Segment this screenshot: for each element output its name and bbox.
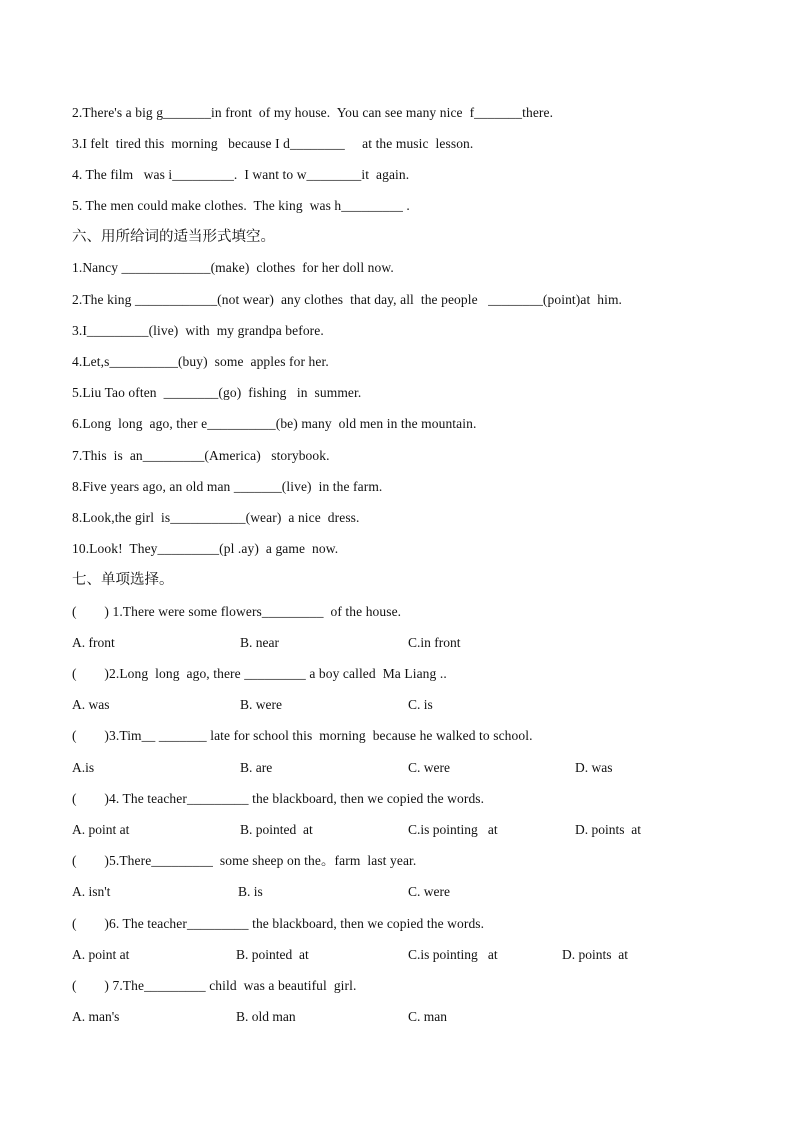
s6-item-10: 10.Look! They_________(pl .ay) a game now. [72, 541, 339, 556]
q3-option-c: C. were [408, 760, 450, 775]
q5-option-c: C. were [408, 884, 450, 899]
q3-option-d: D. was [575, 760, 613, 775]
s6-item-1: 1.Nancy _____________(make) clothes for her doll now. [72, 260, 394, 275]
s5-line-3: 3.I felt tired this morning because I d________ at the music lesson. [72, 136, 474, 151]
s5-line-2: 2.There's a big g_______in front of my house. You can see many nice f_______there. [72, 105, 554, 120]
q2-option-c: C. is [408, 697, 433, 712]
q1-option-b: B. near [240, 635, 279, 650]
q1-option-c: C.in front [408, 635, 461, 650]
q6-option-a: A. point at [72, 947, 130, 962]
q7-option-c: C. man [408, 1009, 447, 1024]
q4-option-d: D. points at [575, 822, 641, 837]
q4-option-a: A. point at [72, 822, 130, 837]
q3-stem: ( )3.Tim__ _______ late for school this morning because he walked to school. [72, 728, 533, 743]
q5-stem: ( )5.There_________ some sheep on the。farm last year. [72, 853, 417, 868]
q2-option-b: B. were [240, 697, 282, 712]
s6-item-8: 8.Five years ago, an old man _______(live) in the farm. [72, 479, 383, 494]
q7-option-b: B. old man [236, 1009, 296, 1024]
s6-item-5: 5.Liu Tao often ________(go) fishing in summer. [72, 385, 362, 400]
q6-stem: ( )6. The teacher_________ the blackboard, then we copied the words. [72, 916, 485, 931]
s6-item-2: 2.The king ____________(not wear) any clothes that day, all the people ________(point)at him. [72, 292, 623, 307]
q3-option-a: A.is [72, 760, 95, 775]
section7-heading: 七、单项选择。 [72, 572, 174, 588]
q5-option-b: B. is [238, 884, 263, 899]
q2-stem: ( )2.Long long ago, there _________ a boy called Ma Liang .. [72, 666, 447, 681]
s6-item-4: 4.Let,s__________(buy) some apples for her. [72, 354, 329, 369]
q2-option-a: A. was [72, 697, 110, 712]
q5-option-a: A. isn't [72, 884, 111, 899]
q7-stem: ( ) 7.The_________ child was a beautiful girl. [72, 978, 357, 993]
s5-line-4: 4. The film was i_________. I want to w________it again. [72, 167, 410, 182]
q6-option-b: B. pointed at [236, 947, 309, 962]
q6-option-c: C.is pointing at [408, 947, 498, 962]
q1-stem: ( ) 1.There were some flowers_________ of the house. [72, 604, 402, 619]
s6-item-7: 7.This is an_________(America) storybook. [72, 448, 330, 463]
q3-option-b: B. are [240, 760, 273, 775]
q4-option-b: B. pointed at [240, 822, 313, 837]
q6-option-d: D. points at [562, 947, 628, 962]
s6-item-6: 6.Long long ago, ther e__________(be) many old men in the mountain. [72, 416, 477, 431]
section6-heading: 六、用所给词的适当形式填空。 [72, 229, 275, 245]
q1-option-a: A. front [72, 635, 115, 650]
q4-option-c: C.is pointing at [408, 822, 498, 837]
s5-line-5: 5. The men could make clothes. The king was h_________ . [72, 198, 410, 213]
s6-item-3: 3.I_________(live) with my grandpa before. [72, 323, 324, 338]
q4-stem: ( )4. The teacher_________ the blackboard, then we copied the words. [72, 791, 485, 806]
q7-option-a: A. man's [72, 1009, 120, 1024]
s6-item-9: 8.Look,the girl is___________(wear) a nice dress. [72, 510, 360, 525]
